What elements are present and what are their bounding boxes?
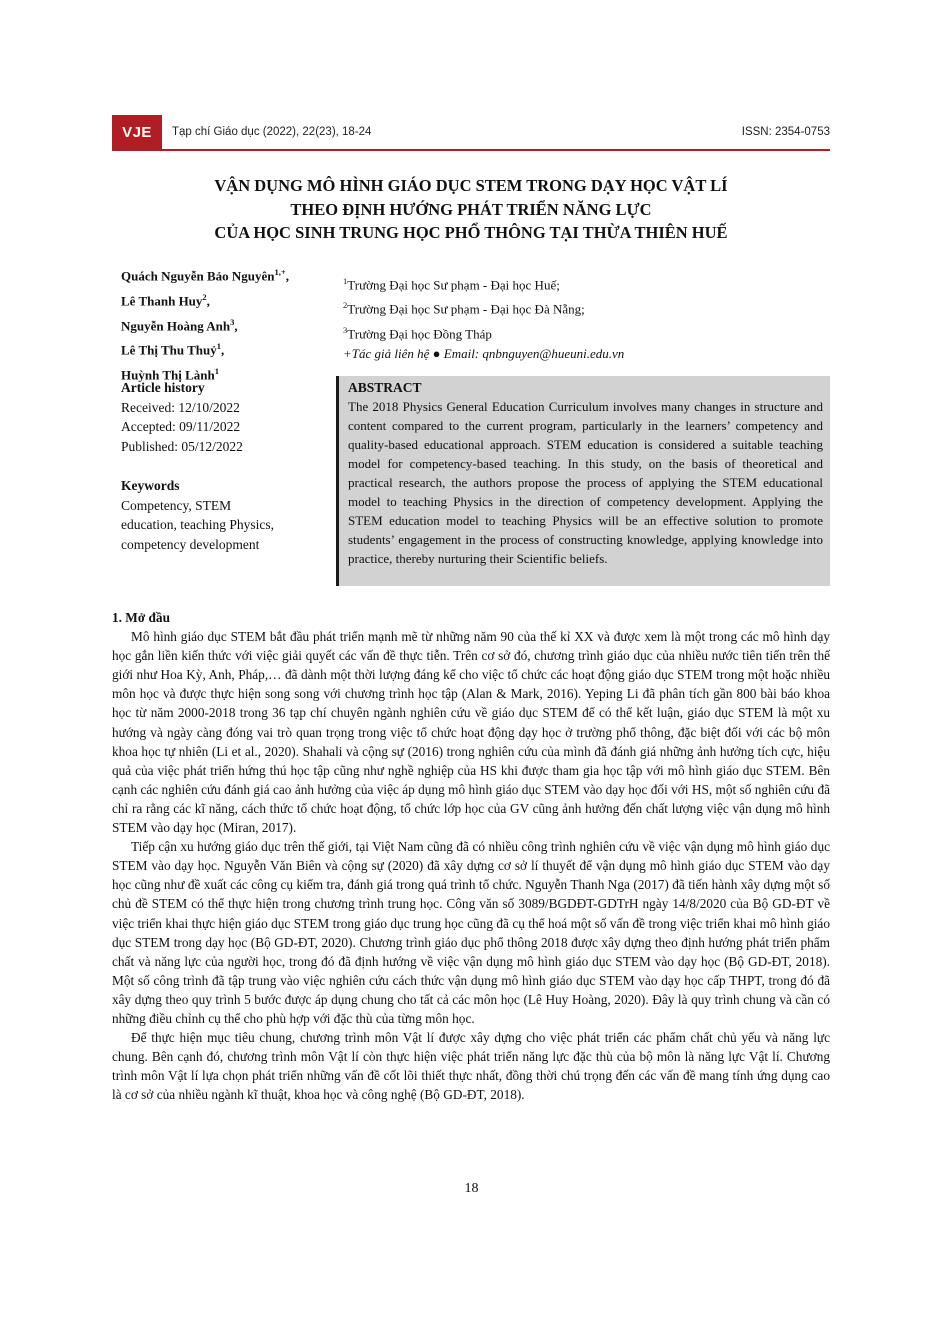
journal-citation: Tạp chí Giáo dục (2022), 22(23), 18-24 [172, 126, 372, 138]
header-rule [162, 149, 830, 151]
author: Nguyễn Hoàng Anh$^3$, [121, 316, 238, 333]
title-line: CỦA HỌC SINH TRUNG HỌC PHỔ THÔNG TẠI THỪA THIÊN HUẾ [214, 223, 728, 242]
body-paragraph: Tiếp cận xu hướng giáo dục trên thế giới, tại Việt Nam cũng đã có nhiều công trình nghiên cứu về việc vận dụng mô hình giáo dục STEM vào dạy học. Nguyễn Văn Biên và cộng sự (2020) đã xây dựng cơ sở lí thuyết để vận dụng mô hình giáo dục STEM vào dạy học cũng như đề xuất các công cụ kiểm tra, đánh giá trong quá trình tổ chức. Nguyễn Thanh Nga (2017) đã tiến hành xây dựng một số chủ đề STEM có thể thực hiện trong chương trình trung học. Công văn số 3089/BGDĐT-GDTrH ngày 14/8/2020 của Bộ GD-ĐT về việc triển khai thực hiện giáo dục STEM trong giáo dục trung học cũng đã cụ thể hoá một số vấn đề trong việc triển khai mô hình giáo dục STEM trong dạy học (Bộ GD-ĐT, 2020). Chương trình giáo dục phổ thông 2018 được xây dựng theo định hướng phát triển phẩm chất và năng lực của người học, trong đó đã định hướng về việc vận dụng mô hình giáo dục STEM vào dạy học (Bộ GD-ĐT, 2018). Một số công trình đã tập trung vào việc nghiên cứu cách thức vận dụng mô hình giáo dục STEM vào dạy học cấp THPT, trong đó đã xây dựng theo quy trình 5 bước được áp dụng chung cho tất cả các môn học (Lê Huy Hoàng, 2020). Đây là quy trình chung và cần có những điều chỉnh cụ thể cho phù hợp với đặc thù của từng môn học. [112, 839, 830, 1026]
journal-header [112, 115, 830, 151]
affiliation: $^2$Trường Đại học Sư phạm - Đại học Đà Nẵng; [343, 300, 585, 317]
keywords-line: education, teaching Physics, [121, 517, 274, 532]
article-history-heading: Article history [121, 380, 205, 395]
abstract-box [336, 376, 830, 586]
corresponding-author-email: +Tác giả liên hệ ● Email: qnbnguyen@hueuni.edu.vn [343, 345, 625, 361]
keywords-heading: Keywords [121, 478, 180, 493]
title-line: VẬN DỤNG MÔ HÌNH GIÁO DỤC STEM TRONG DẠY HỌC VẬT LÍ [214, 176, 728, 195]
journal-logo-badge: VJE [112, 115, 162, 151]
keywords-line: competency development [121, 536, 260, 552]
article-sidebar [121, 378, 321, 554]
abstract-heading: ABSTRACT [348, 380, 422, 395]
affiliation-list [343, 271, 823, 364]
author-list [121, 262, 336, 386]
accepted-date: Accepted: 09/11/2022 [121, 419, 241, 434]
author: Quách Nguyễn Bảo Nguyên$^{1,+}$, [121, 267, 289, 284]
author: Huỳnh Thị Lành$^1$ [121, 366, 219, 383]
page-number: 18 [464, 1181, 479, 1196]
keywords-line: Competency, STEM [121, 497, 232, 513]
journal-issn: ISSN: 2354-0753 [741, 126, 830, 138]
affiliation: $^1$Trường Đại học Sư phạm - Đại học Huế; [343, 276, 560, 293]
body-paragraph: Mô hình giáo dục STEM bắt đầu phát triển mạnh mẽ từ những năm 90 của thế kỉ XX và được xem là một trong các mô hình dạy học gắn liền kiến thức với việc giải quyết các vấn đề thực tiễn. Trên cơ sở đó, chương trình giáo dục của nhiều nước tiên tiến trên thế giới như Hoa Kỳ, Anh, Pháp,… đã dành một thời lượng đáng kể cho việc tổ chức các hoạt động giáo dục STEM trong một hoặc nhiều môn học và được thực hiện song song với chương trình học tập (Alan & Mark, 2016). Yeping Li đã phân tích gần 800 bài báo khoa học từ năm 2000-2018 trong 36 tạp chí chuyên ngành nghiên cứu về giáo dục STEM để có thể kết luận, giáo dục STEM là một xu hướng và ngày càng đóng vai trò quan trọng trong việc tổ chức hoạt động dạy học ở trường phổ thông, đặc biệt đối với các bộ môn khoa học tự nhiên (Li et al., 2020). Shahali và cộng sự (2016) trong nghiên cứu của mình đã đánh giá những ảnh hưởng tích cực, hiệu quả của việc phát triển hứng thú học tập cũng như nghề nghiệp của HS khi được tham gia học tập với mô hình giáo dục STEM. Bên cạnh các nghiên cứu đánh giá cao ảnh hưởng của việc áp dụng mô hình giáo dục STEM vào dạy học đối với HS, một số nghiên cứu đã chỉ ra rằng các kĩ năng, cách thức tổ chức hoạt động, tổ chức lớp học của GV cũng ảnh hưởng đến chất lượng việc vận dụng mô hình STEM vào dạy học (Miran, 2017). [112, 629, 830, 836]
author: Lê Thị Thu Thuỷ$^1$, [121, 341, 225, 358]
section-heading: 1. Mở đầu [112, 610, 170, 625]
author: Lê Thanh Huy$^2$, [121, 291, 210, 309]
abstract-text: The 2018 Physics General Education Curriculum involves many changes in structure and content compared to the current program, particularly in the learners’ competency and quality-based educational approach. STEM education is considered a suitable teaching model for competency-based teaching. In this study, on the basis of theoretical and practical research, the authors propose the process of applying the STEM educational model to teaching Physics in the direction of competency development. Applying the STEM education model to teaching Physics will be an effective solution to promote students’ engagement in the process of constructing knowledge, applying knowledge into practice, thereby nurturing their Scientific beliefs. [348, 399, 823, 566]
title-line: THEO ĐỊNH HƯỚNG PHÁT TRIỂN NĂNG LỰC [290, 199, 652, 219]
received-date: Received: 12/10/2022 [121, 399, 240, 415]
article-body [112, 608, 830, 1104]
body-paragraph: Để thực hiện mục tiêu chung, chương trình môn Vật lí được xây dựng cho việc phát triển các phẩm chất chủ yếu và năng lực chung. Bên cạnh đó, chương trình môn Vật lí còn thực hiện việc phát triển năng lực đặc thù của bộ môn là năng lực Vật lí. Chương trình môn Vật lí lựa chọn phát triển những vấn đề cốt lõi thiết thực nhất, đồng thời chú trọng đến các vấn đề mang tính ứng dụng cao là cơ sở của nhiều ngành kĩ thuật, khoa học và công nghệ (Bộ GD-ĐT, 2018). [112, 1030, 830, 1103]
published-date: Published: 05/12/2022 [121, 438, 243, 454]
affiliation: $^3$Trường Đại học Đồng Tháp [343, 324, 492, 341]
article-title [112, 174, 830, 245]
